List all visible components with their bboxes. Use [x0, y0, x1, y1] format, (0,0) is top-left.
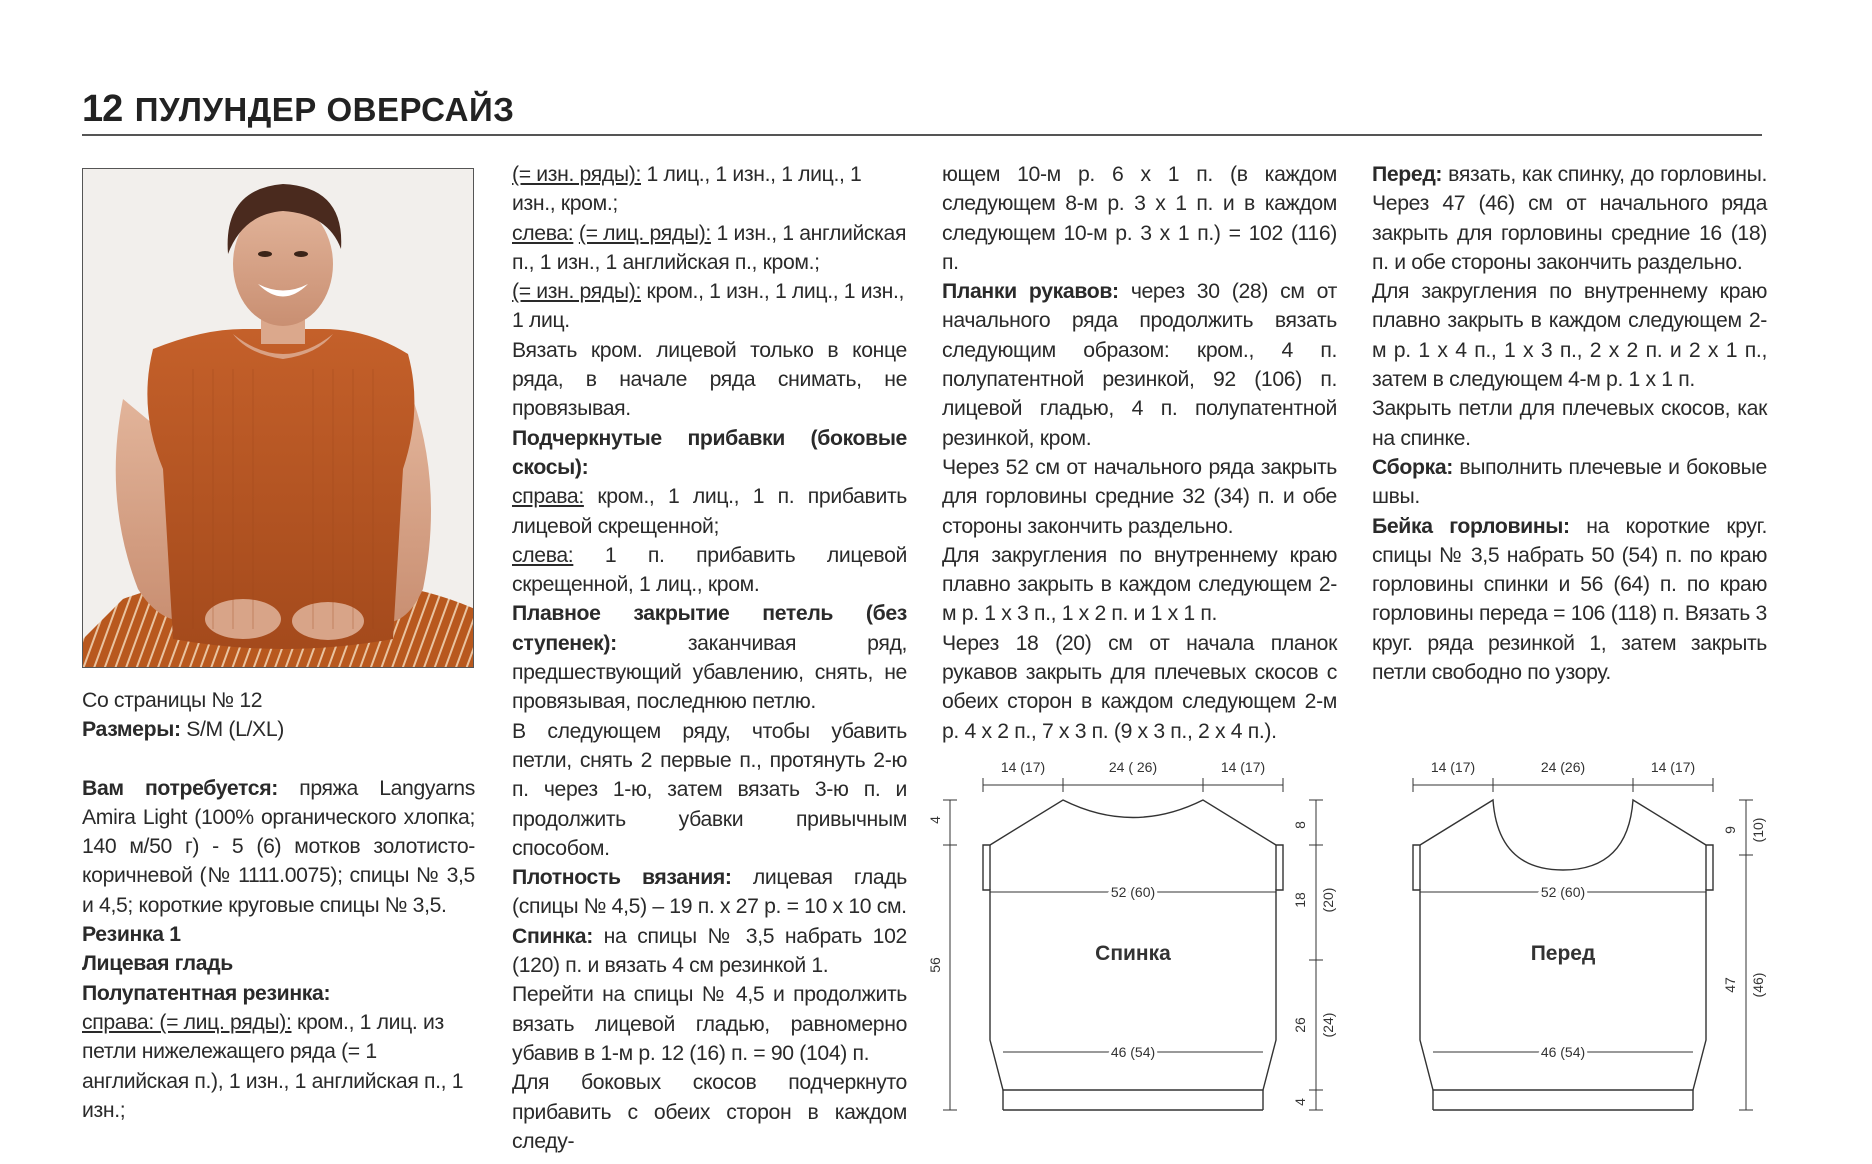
neck-paragraph: Через 52 см от начального ряда закрыть для горловины средние 32 (34) п. и обе стороны закончить раздельно. — [942, 455, 1337, 538]
halfpatent-heading: Полупатентная резинка: — [82, 981, 331, 1005]
back-dim-top-right: 14 (17) — [1220, 759, 1266, 775]
gauge-paragraph — [512, 863, 907, 922]
front-shoulder-paragraph: Закрыть петли для плечевых скосов, как на спинке. — [1372, 397, 1767, 450]
back-dim-top-left: 14 (17) — [1000, 759, 1046, 775]
front-rounding-paragraph: Для закругления по внутреннему краю плавно закрыть в каждом следующем 2-м р. 1 х 4 п., 1 х 3 п., 2 х 2 п. и 2 х 1 п., затем в следующем 4-м р. 1 х 1 п. — [1372, 280, 1767, 392]
neckband-text: на короткие круг. спицы № 3,5 набрать 50 (54) п. по краю горловины спинки и 56 (64) п. по краю горловины переда = 106 (118) п. Вязать 3 круг. ряда резинкой 1, затем закрыть петли свободно по узору. — [1372, 514, 1768, 685]
wrong-rows2-line — [512, 277, 907, 336]
front-schematic — [1358, 750, 1768, 1130]
left-label: слева: — [512, 221, 574, 245]
increases-right — [512, 482, 907, 541]
front-label: Перед: — [1372, 163, 1443, 186]
inc-right-label: справа: — [512, 485, 584, 509]
gauge-text: лицевая гладь (спицы № 4,5) – 19 п. х 27 р. = 10 х 10 см. — [512, 866, 907, 919]
front-dim-right-46: (46) — [1750, 972, 1766, 998]
left-rows-label: (= лиц. ряды): — [578, 221, 711, 245]
front-dim-right-9: 9 — [1722, 826, 1738, 834]
spacer — [82, 745, 475, 774]
front-dim-top-right: 14 (17) — [1650, 759, 1696, 775]
sleeve-bands-paragraph — [942, 277, 1337, 453]
sizes-label: Размеры: — [82, 718, 181, 742]
left-rows-text: 1 изн., 1 английская п., 1 изн., 1 английская п., кром.; — [512, 221, 907, 274]
header-divider — [82, 134, 1762, 136]
materials-label: Вам потребуется: — [82, 776, 278, 800]
sizes-value: S/M (L/XL) — [186, 718, 284, 742]
increases-heading: Подчеркнутые прибавки (боковые скосы): — [512, 426, 907, 479]
right-rows-text: кром., 1 лиц. из петли нижележащего ряда (= 1 английская п.), 1 изн., 1 английская п., 1 изн.; — [82, 1010, 464, 1122]
back-dim-right-20: (20) — [1320, 887, 1336, 913]
continued-paragraph: ющем 10-м р. 6 х 1 п. (в каждом следующем 8-м р. 3 х 1 п. и в каждом следующем 10-м р. 3 х 1 п.) = 102 (116) п. — [942, 163, 1337, 274]
assembly-text: выполнить плечевые и боковые швы. — [1372, 455, 1767, 509]
assembly-label: Сборка: — [1372, 455, 1453, 479]
wrong-rows-text: 1 лиц., 1 изн., 1 лиц., 1 изн., кром.; — [512, 163, 862, 216]
back-dim-right-18: 18 — [1292, 892, 1308, 908]
front-paragraph — [1372, 160, 1767, 277]
front-dim-upper-width: 52 (60) — [1540, 884, 1586, 900]
back-dim-left-4: 4 — [928, 816, 943, 824]
switch-needles-paragraph: Перейти на спицы № 4,5 и продолжить вязать лицевой гладью, равномерно убавив в 1-м р. 12 (16) п. = 90 (104) п. — [512, 983, 907, 1065]
side-slopes-paragraph: Для боковых скосов подчеркнуто прибавить с обеих сторон в каждом следу- — [512, 1071, 907, 1153]
back-dim-lower-width: 46 (54) — [1110, 1044, 1156, 1060]
back-dim-right-26: 26 — [1292, 1017, 1308, 1033]
back-dim-right-8: 8 — [1292, 821, 1308, 829]
back-label: Спинка: — [512, 924, 593, 948]
neckband-label: Бейка горловины: — [1372, 514, 1570, 538]
wrong-rows-label: (= изн. ряды): — [512, 163, 641, 186]
front-dim-top-mid: 24 (26) — [1540, 759, 1586, 775]
back-schematic — [928, 750, 1338, 1130]
gauge-label: Плотность вязания: — [512, 866, 732, 890]
column-3 — [942, 160, 1337, 746]
smooth-bindoff-paragraph — [512, 599, 907, 716]
inc-left-text: 1 п. прибавить лицевой скрещенной, 1 лиц., кром. — [512, 543, 907, 597]
right-rows-label: справа: (= лиц. ряды): — [82, 1010, 292, 1034]
back-dim-left-56: 56 — [928, 957, 943, 973]
next-row-paragraph: В следующем ряду, чтобы убавить петли, снять 2 первые п., протянуть 2-ю п. через 1-ю, затем вязать 3-ю п. и продолжить убавки привычным способом. — [512, 719, 907, 860]
column-1 — [82, 686, 475, 1125]
front-text: вязать, как спинку, до горловины. Через 47 (46) см от начального ряда закрыть для горловины средние 16 (18) п. и обе стороны закончить раздельно. — [1372, 163, 1767, 274]
front-dim-right-47: 47 — [1722, 977, 1738, 993]
back-dim-right-24: (24) — [1320, 1012, 1336, 1038]
sleeve-label: Планки рукавов: — [942, 280, 1119, 304]
back-dim-top-mid: 24 ( 26) — [1108, 759, 1158, 775]
model-photo-illustration — [83, 169, 474, 668]
shoulder-paragraph: Через 18 (20) см от начала планок рукавов закрыть для плечевых скосов с обеих сторон в каждом следующем 2-м р. 4 х 2 п., 7 х 3 п. (9 х 3 п., 2 х 4 п.). — [942, 631, 1337, 743]
source-note: Со страницы № 12 — [82, 689, 263, 712]
rounding-paragraph: Для закругления по внутреннему краю плавно закрыть в каждом следующем 2-м р. 1 х 3 п., 1 х 2 п. и 1 х 1 п. — [942, 543, 1337, 626]
halfpatent-right — [82, 1008, 475, 1125]
front-schematic-title: Перед — [1530, 942, 1596, 965]
wrong-rows-line — [512, 160, 907, 219]
front-dim-right-10: (10) — [1750, 817, 1766, 843]
wrong-rows2-label: (= изн. ряды): — [512, 280, 641, 304]
front-dim-lower-width: 46 (54) — [1540, 1044, 1586, 1060]
back-text: на спицы № 3,5 набрать 102 (120) п. и вязать 4 см резинкой 1. — [512, 924, 907, 978]
sizes-line — [82, 715, 475, 744]
wrong-rows2-text: кром., 1 изн., 1 лиц., 1 изн., 1 лиц. — [512, 280, 905, 333]
rib1-heading: Резинка 1 — [82, 923, 181, 947]
page-header — [82, 88, 1762, 136]
pattern-number: 12 — [82, 88, 123, 130]
increases-left — [512, 541, 907, 600]
back-paragraph — [512, 922, 907, 981]
inc-left-label: слева: — [512, 543, 574, 567]
back-dim-upper-width: 52 (60) — [1110, 884, 1156, 900]
back-schematic-title: Спинка — [1095, 942, 1171, 965]
stockinette-heading: Лицевая гладь — [82, 952, 233, 976]
materials-text: пряжа Langyarns Amira Light (100% органического хлопка; 140 м/50 г) - 5 (6) мотков золотисто-коричневой (№ 1111.0075); спицы № 3,5 и 4,5; короткие круговые спицы № 3,5. — [82, 776, 475, 917]
selvage-paragraph: Вязать кром. лицевой только в конце ряда, в начале ряда снимать, не провязывая. — [512, 338, 907, 421]
smooth-label: Плавное закрытие петель (без ступенек): — [512, 602, 907, 655]
pattern-title: ПУЛУНДЕР ОВЕРСАЙЗ — [134, 91, 515, 128]
column-4 — [1372, 160, 1767, 687]
sleeve-text: через 30 (28) см от начального ряда продолжить вязать следующим образом: кром., 4 п. полупатентной резинкой, 92 (106) п. лицевой гладью, 4 п. полупатентной резинкой, кром. — [942, 280, 1338, 450]
back-dim-right-4: 4 — [1292, 1098, 1308, 1106]
inc-right-text: кром., 1 лиц., 1 п. прибавить лицевой скрещенной; — [512, 485, 907, 538]
neckband-paragraph — [1372, 512, 1767, 688]
column-2 — [512, 160, 907, 1156]
front-dim-top-left: 14 (17) — [1430, 759, 1476, 775]
assembly-paragraph — [1372, 453, 1767, 512]
smooth-text: заканчивая ряд, предшествующий убавлению, снять, не провязывая, последнюю петлю. — [512, 631, 907, 714]
materials-paragraph — [82, 774, 475, 920]
left-rows-line — [512, 219, 907, 278]
model-photo — [82, 168, 474, 668]
